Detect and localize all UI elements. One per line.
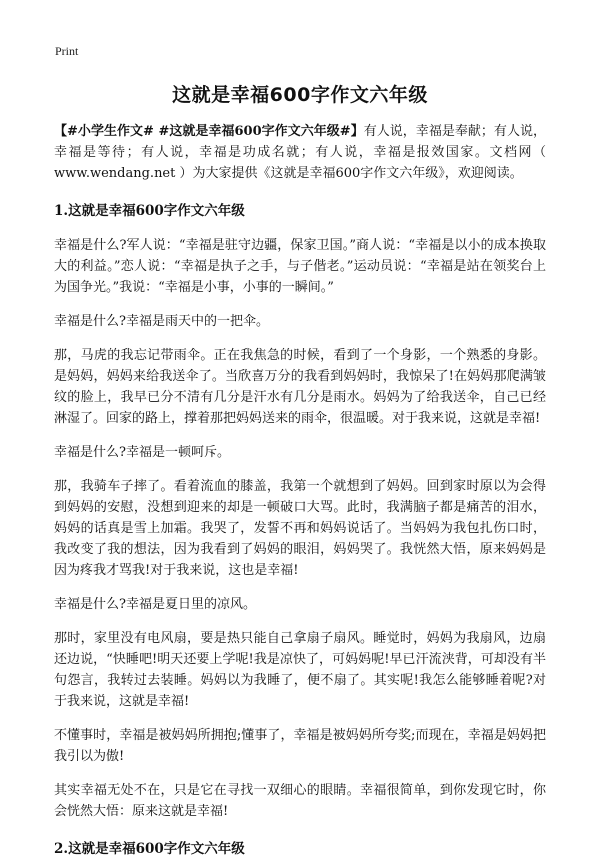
section-heading-1: 1.这就是幸福600字作文六年级 <box>54 203 245 219</box>
paragraph-4: 幸福是什么?幸福是一顿呵斥。 <box>54 445 230 460</box>
paragraph-3: 那，马虎的我忘记带雨伞。正在我焦急的时候，看到了一个身影，一个熟悉的身影。是妈妈，妈妈来给我送伞了。当欣喜万分的我看到妈妈时，我惊呆了!在妈妈那爬满皱纹的脸上，我早已分不清有几分是汗水有几分是雨水。妈妈为了给我送伞，自己已经淋湿了。回家的路上，撑着那把妈妈送来的雨伞，很温暖。对于我来说，这就是幸福! <box>54 348 546 426</box>
intro-text: 有人说，幸福是奉献；有人说，幸福是等待；有人说，幸福是功成名就；有人说，幸福是报效国家。文档网（ www.wendang.net ）为大家提供《这就是幸福600字作文六年级》，欢迎阅读。 <box>54 124 546 181</box>
intro-lead: 【#小学生作文# #这就是幸福600字作文六年级#】 <box>54 124 364 139</box>
paragraph-7: 那时，家里没有电风扇，要是热只能自己拿扇子扇风。睡觉时，妈妈为我扇风，边扇还边说，“快睡吧!明天还要上学呢!我是凉快了，可妈妈呢!早已汗流浃背，可却没有半句怨言，我转过去装睡。妈妈以为我睡了，便不扇了。其实呢!我怎么能够睡着呢?对于我来说，这就是幸福! <box>54 631 546 709</box>
paragraph-9: 其实幸福无处不在，只是它在寻找一双细心的眼睛。幸福很简单，到你发现它时，你会恍然大悟：原来这就是幸福! <box>54 783 546 819</box>
paragraph-1: 幸福是什么?军人说：“幸福是驻守边疆，保家卫国。”商人说：“幸福是以小的成本换取 大的利益。”恋人说：“幸福是执子之手，与子偕老。”运动员说：“幸福是站在领奖台上为国争光。”我说：“幸福是小事，小事的一瞬间。” <box>54 238 546 295</box>
print-label: Print <box>55 44 79 58</box>
paragraph-6: 幸福是什么?幸福是夏日里的凉风。 <box>54 597 256 612</box>
paragraph-5: 那，我骑车子摔了。看着流血的膝盖，我第一个就想到了妈妈。回到家时原以为会得到妈妈的安慰，没想到迎来的却是一顿破口大骂。此时，我满脑子都是痛苦的泪水，妈妈的话真是雪上加霜。我哭了，发誓不再和妈妈说话了。当妈妈为我包扎伤口时，我改变了我的想法，因为我看到了妈妈的眼泪，妈妈哭了。我恍然大悟，原来妈妈是因为疼我才骂我!对于我来说，这也是幸福! <box>54 479 546 578</box>
paragraph-2: 幸福是什么?幸福是雨天中的一把伞。 <box>54 314 269 329</box>
document-title: 这就是幸福600字作文六年级 <box>172 84 428 106</box>
section-heading-2: 2.这就是幸福600字作文六年级 <box>54 841 245 857</box>
intro-paragraph <box>54 121 546 184</box>
paragraph-8: 不懂事时，幸福是被妈妈所拥抱;懂事了，幸福是被妈妈所夸奖;而现在，幸福是妈妈把我引以为傲! <box>54 728 546 764</box>
